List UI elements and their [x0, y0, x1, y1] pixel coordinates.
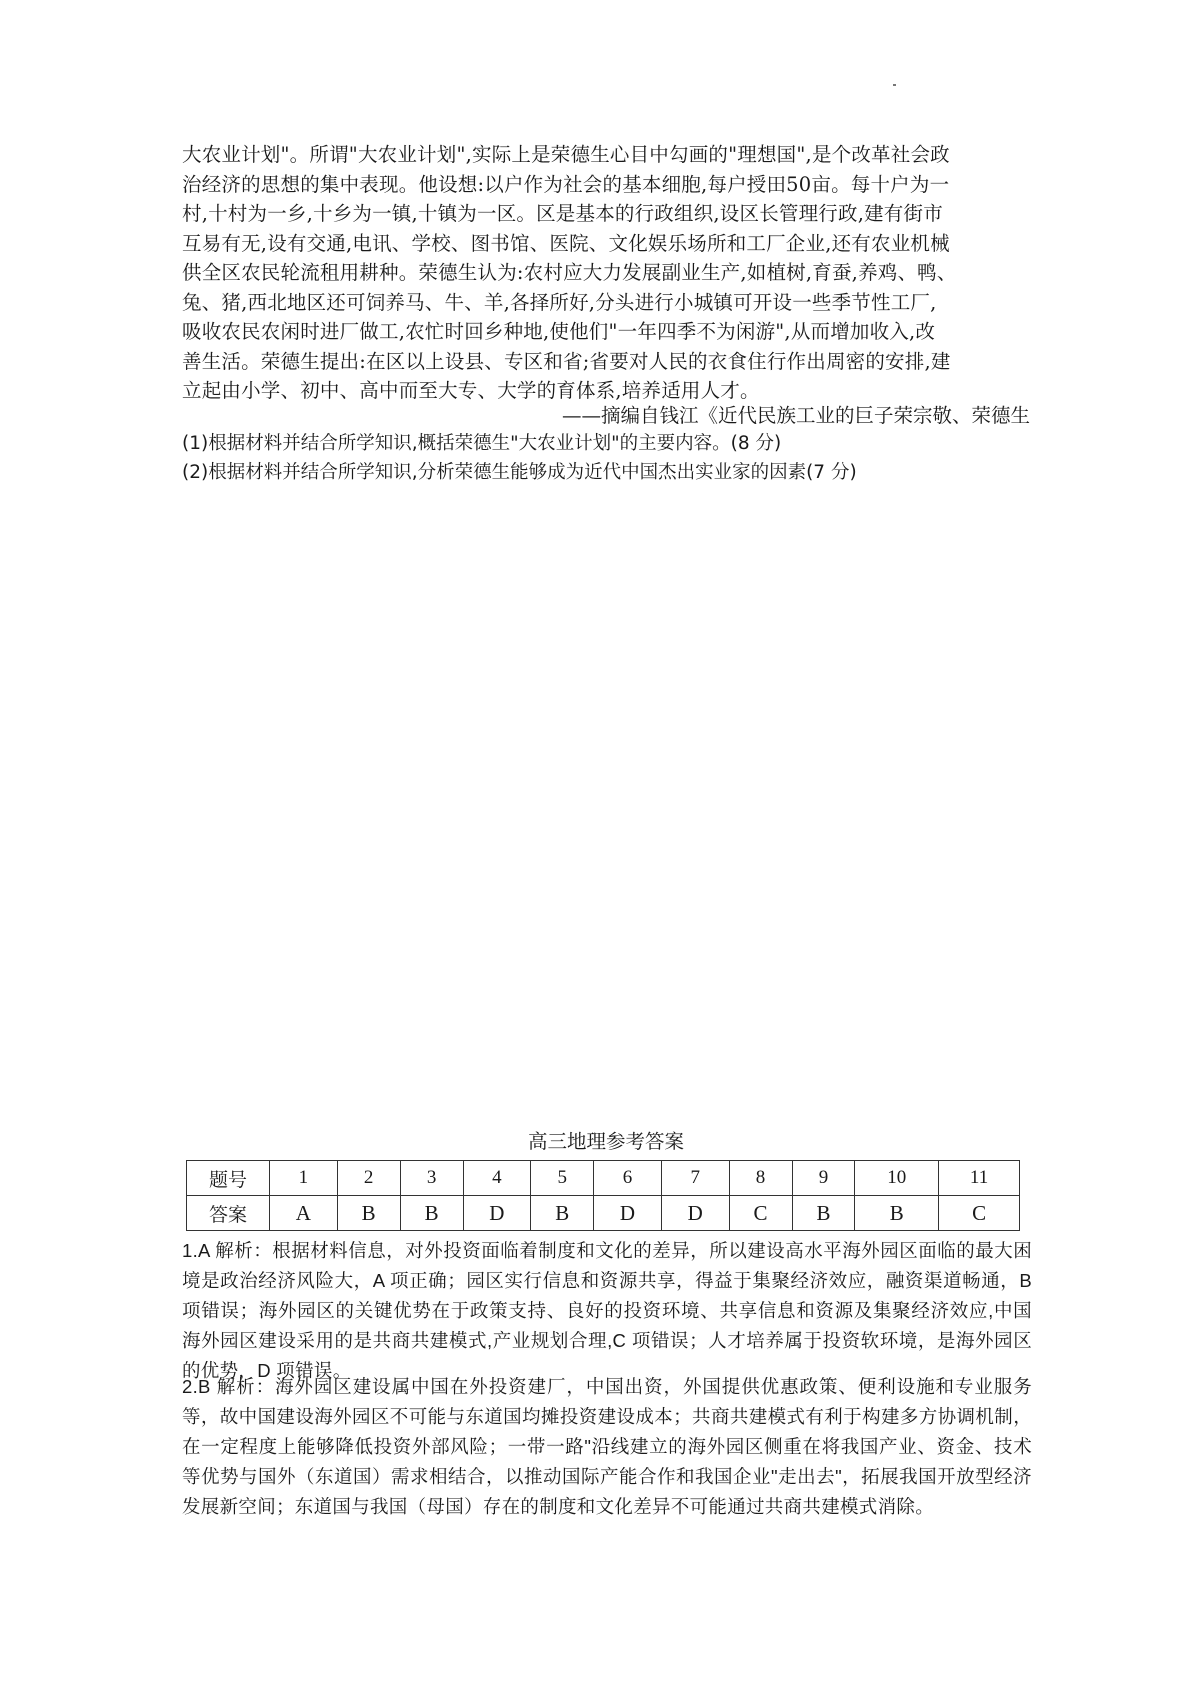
scan-mark [893, 84, 896, 86]
answer-cell: C [939, 1196, 1020, 1231]
answer-cell: B [792, 1196, 855, 1231]
passage-line: 村,十村为一乡,十乡为一镇,十镇为一区。区是基本的行政组织,设区长管理行政,建有街市 [182, 202, 943, 225]
answer-key-table [186, 1160, 1020, 1231]
answer-cell: D [463, 1196, 531, 1231]
passage-line: 供全区农民轮流租用耕种。荣德生认为:农村应大力发展副业生产,如植树,育蚕,养鸡、鸭、 [182, 261, 957, 284]
question-number-cell: 10 [855, 1161, 939, 1196]
answer-key-title: 高三地理参考答案 [527, 1132, 684, 1153]
explanation-1 [182, 1236, 1032, 1386]
answer-cell: B [400, 1196, 463, 1231]
passage-line: 善生活。荣德生提出:在区以上设县、专区和省;省要对人民的衣食住行作出周密的安排,建 [182, 349, 951, 373]
answer-cell: A [270, 1196, 338, 1231]
passage-source: ——摘编自钱江《近代民族工业的巨子荣宗敬、荣德生 [561, 404, 1030, 427]
question-number-cell: 9 [792, 1161, 855, 1196]
question-number-cell: 3 [400, 1161, 463, 1196]
explanation-2 [182, 1372, 1032, 1522]
answer-cell: D [661, 1196, 729, 1231]
question-number-row [187, 1161, 1020, 1196]
question-number-cell: 7 [661, 1161, 729, 1196]
answer-cell: B [855, 1196, 939, 1231]
passage-line: 互易有无,设有交通,电讯、学校、图书馆、医院、文化娱乐场所和工厂企业,还有农业机械 [182, 231, 950, 255]
question-1: (1)根据材料并结合所学知识,概括荣德生"大农业计划"的主要内容。(8 分) [182, 433, 782, 454]
question-number-cell: 1 [270, 1161, 338, 1196]
question-number-cell: 5 [531, 1161, 594, 1196]
question-number-cell: 2 [337, 1161, 400, 1196]
passage-line: 兔、猪,西北地区还可饲养马、牛、羊,各择所好,分头进行小城镇可开设一些季节性工厂, [182, 290, 937, 314]
question-number-cell: 6 [594, 1161, 662, 1196]
passage-line: 吸收农民农闲时进厂做工,农忙时回乡种地,使他们"一年四季不为闲游",从而增加收入,改 [182, 320, 936, 343]
explanation-text: 2.B 解析：海外园区建设属中国在外投资建厂，中国出资，外国提供优惠政策、便利设施和专业服务等，故中国建设海外园区不可能与东道国均摊投资建设成本；共商共建模式有利于构建多方协调机制，在一定程度上能够降低投资外部风险；一带一路"沿线建立的海外园区侧重在将我国产业、资金、技术等优势与国外（东道国）需求相结合，以推动国际产能合作和我国企业"走出去"，拓展我国开放型经济发展新空间；东道国与我国（母国）存在的制度和文化差异不可能通过共商共建模式消除。 [182, 1376, 1032, 1517]
question-number-cell: 11 [939, 1161, 1020, 1196]
row-label-number: 题号 [187, 1161, 270, 1196]
answer-row [187, 1196, 1020, 1231]
answer-cell: B [337, 1196, 400, 1231]
explanation-text: 1.A 解析：根据材料信息，对外投资面临着制度和文化的差异，所以建设高水平海外园区面临的最大困境是政治经济风险大，A 项正确；园区实行信息和资源共享，得益于集聚经济效应，融资渠道畅通，B 项错误；海外园区的关键优势在于政策支持、良好的投资环境、共享信息和资源及集聚经济效应,中国海外园区建设采用的是共商共建模式,产业规划合理,C 项错误；人才培养属于投资软环境，是海外园区的优势，D 项错误。 [182, 1240, 1032, 1381]
passage-line: 治经济的思想的集中表现。他设想:以户作为社会的基本细胞,每户授田50亩。每十户为一 [182, 172, 950, 196]
question-number-cell: 4 [463, 1161, 531, 1196]
question-2: (2)根据材料并结合所学知识,分析荣德生能够成为近代中国杰出实业家的因素(7 分) [182, 462, 857, 483]
answer-cell: C [729, 1196, 792, 1231]
reading-passage [182, 140, 1030, 406]
passage-line: 大农业计划"。所谓"大农业计划",实际上是荣德生心目中勾画的"理想国",是个改革社会政 [182, 143, 950, 166]
row-label-answer: 答案 [187, 1196, 270, 1231]
answer-cell: D [594, 1196, 662, 1231]
answer-cell: B [531, 1196, 594, 1231]
passage-line: 立起由小学、初中、高中而至大专、大学的育体系,培养适用人才。 [182, 379, 760, 402]
question-number-cell: 8 [729, 1161, 792, 1196]
